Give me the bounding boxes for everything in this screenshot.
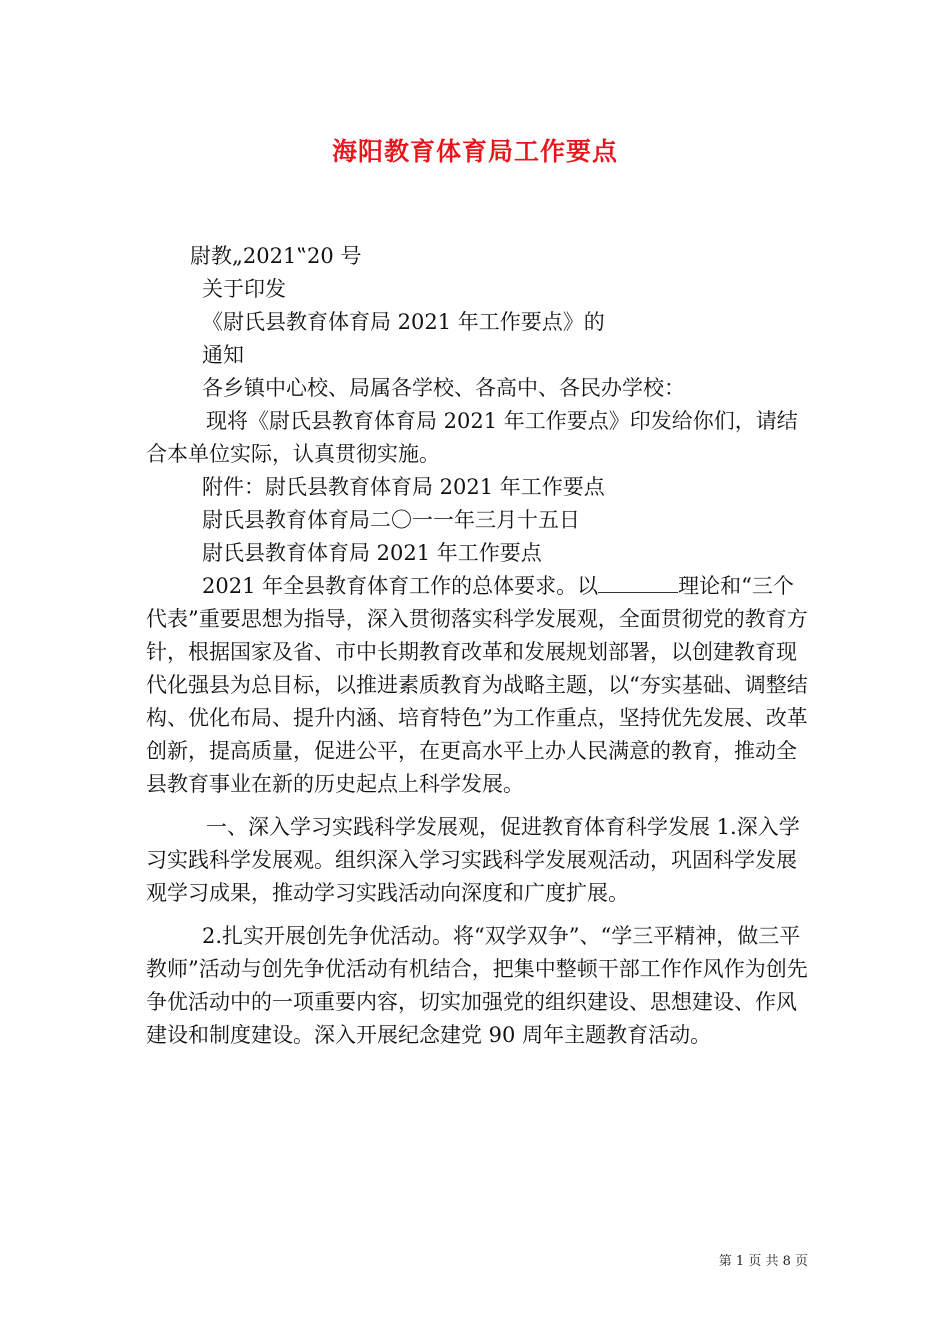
attachment: 附件：尉氏县教育体育局 2021 年工作要点: [202, 475, 605, 499]
notice-text: 现将《尉氏县教育体育局 2021 年工作要点》印发给你们，请结合本单位实际，认真贯彻实施。: [146, 409, 798, 466]
doc-number: 尉教„2021‟20 号: [190, 244, 362, 268]
doc-subtitle: 尉氏县教育体育局 2021 年工作要点: [202, 541, 542, 565]
section-2: 2.扎实开展创先争优活动。将“双学双争”、“学三平精神，做三平教师”活动与创先争优活动有机结合，把集中整顿干部工作作风作为创先争优活动中的一项重要内容，切实加强党的组织建设、思想建设、作风建设和制度建设。深入开展纪念建党 90 周年主题教育活动。: [146, 924, 808, 1047]
document-body: [146, 240, 811, 1052]
heading-line-3: 通知: [202, 343, 244, 367]
overall-part-2: 理论和“三个代表”重要思想为指导，深入贯彻落实科学发展观，全面贯彻党的教育方针，根据国家及省、市中长期教育改革和发展规划部署，以创建教育现代化强县为总目标，以推进素质教育为战略主题，以“夯实基础、调整结构、优化布局、提升内涵、培育特色”为工作重点，坚持优先发展、改革创新，提高质量，促进公平，在更高水平上办人民满意的教育，推动全县教育事业在新的历史起点上科学发展。: [146, 574, 808, 796]
blank-underline: [598, 591, 678, 593]
recipients: 各乡镇中心校、局属各学校、各高中、各民办学校：: [202, 376, 685, 400]
overall-requirements: [146, 570, 811, 801]
document-title: 海阳教育体育局工作要点: [331, 137, 618, 166]
heading-line-1: 关于印发: [202, 277, 286, 301]
signature-date: 尉氏县教育体育局二〇一一年三月十五日: [202, 508, 580, 532]
section-1: 一、深入学习实践科学发展观，促进教育体育科学发展 1.深入学习实践科学发展观。组织深入学习实践科学发展观活动，巩固科学发展观学习成果，推动学习实践活动向深度和广度扩展。: [146, 815, 800, 905]
page-footer: 第 1 页 共 8 页: [718, 1254, 808, 1269]
overall-part-1: 2021 年全县教育体育工作的总体要求。以: [202, 574, 599, 598]
heading-line-2: 《尉氏县教育体育局 2021 年工作要点》的: [202, 310, 605, 334]
